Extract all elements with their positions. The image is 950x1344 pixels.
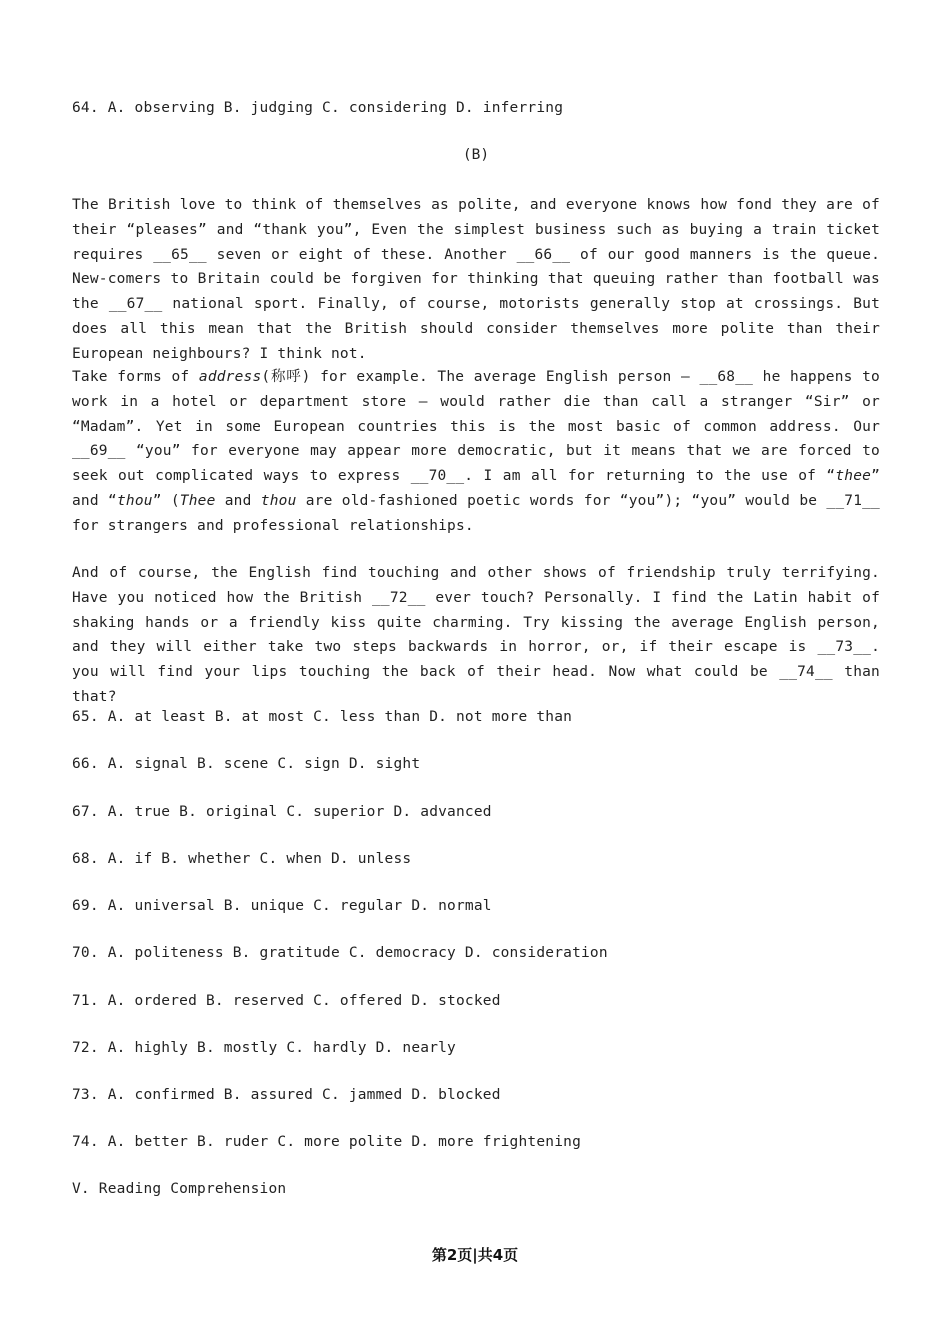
page-number-footer: 第2页|共4页 [431,1246,519,1264]
section-heading-reading: V. Reading Comprehension [72,1181,287,1197]
passage-b-label: (B) [462,147,490,163]
question-69: 69. A. universal B. unique C. regular D. normal [72,898,492,914]
passage-paragraph-1: The British love to think of themselves as polite, and everyone knows how fond they are of their “pleases” and “thank you”, Even the simplest business such as buying a train ticket requires __65__ seven or eight of these. Another __66__ of our good manners is the queue. New-comers to Britain could be forgiven for thinking that queuing rather than football was the __67__ national sport. Finally, of course, motorists generally stop at crossings. But does all this mean that the British should consider themselves more polite than their European neighbours? I think not. [72,197,880,362]
question-65: 65. A. at least B. at most C. less than D. not more than [72,709,573,725]
question-67: 67. A. true B. original C. superior D. advanced [72,804,492,820]
passage-paragraph-2: Take forms of address(称呼) for example. The average English person — __68__ he happens to work in a hotel or department store — would rather die than call a stranger “Sir” or “Madam”. Yet in some European countries this is the most basic of common address. Our __69__ “you” for everyone may appear more democratic, but it means that we are forced to seek out complicated ways to express __70__. I am all for returning to the use of “thee” and “thou” (Thee and thou are old-fashioned poetic words for “you”); “you” would be __71__ for strangers and professional relationships. [72,369,880,534]
question-70: 70. A. politeness B. gratitude C. democracy D. consideration [72,945,608,961]
question-68: 68. A. if B. whether C. when D. unless [72,851,412,867]
question-73: 73. A. confirmed B. assured C. jammed D. blocked [72,1087,501,1103]
question-64: 64. A. observing B. judging C. considering D. inferring [72,100,564,116]
question-66: 66. A. signal B. scene C. sign D. sight [72,756,421,772]
question-72: 72. A. highly B. mostly C. hardly D. nearly [72,1040,456,1056]
question-74: 74. A. better B. ruder C. more polite D. more frightening [72,1134,581,1150]
question-71: 71. A. ordered B. reserved C. offered D. stocked [72,993,501,1009]
passage-paragraph-3: And of course, the English find touching and other shows of friendship truly terrifying. Have you noticed how the British __72__ ever touch? Personally. I find the Latin habit of shaking hands or a friendly kiss quite charming. Try kissing the average English person, and they will either take two steps backwards in horror, or, if their escape is __73__. you will find your lips touching the back of their head. Now what could be __74__ than that? [72,565,880,705]
